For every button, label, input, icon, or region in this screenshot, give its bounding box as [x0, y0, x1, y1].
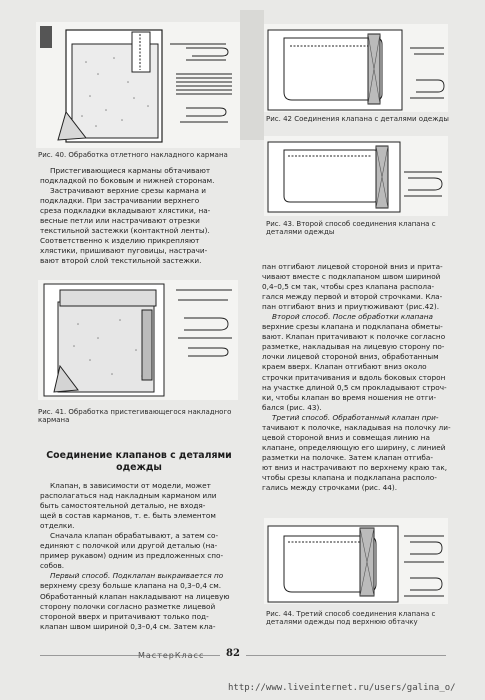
text-line: Второй способ. После обработки клапана	[272, 312, 433, 322]
figure-44-caption	[266, 610, 435, 626]
text-line: Обработанный клапан накладывают на лицевую	[40, 591, 230, 601]
text-line: лочки лицевой стороной вниз, обработанным	[262, 352, 439, 362]
magazine-name: МастерКласс	[138, 651, 205, 660]
flap-third-method-diagram-icon	[264, 518, 448, 604]
text-line: верхнему срезу больше клапана на 0,3–0,4 см.	[40, 581, 222, 591]
text-line: ют вниз и настрачивают по верхнему краю так,	[262, 462, 448, 472]
heading-line: Соединение клапанов с деталями	[46, 450, 232, 461]
text-line: пан отгибают вниз и приутюживают (рис.42).	[262, 302, 440, 312]
text-line: клапан швом шириной 0,3–0,4 см. Затем кла-	[40, 621, 216, 631]
text-line: пан отгибают лицевой стороной вниз и прита-	[262, 262, 443, 271]
text-line: гались между строчками (рис. 44).	[262, 483, 398, 493]
figure-41-caption-line: Рис. 41. Обработка пристегивающегося накладного	[38, 408, 232, 416]
text-line: Первый способ. Подклапан выкраивается по	[50, 571, 224, 581]
figure-41-caption	[38, 408, 231, 424]
text-line: разметки на полочке. Затем клапан отгиба-	[262, 452, 433, 462]
text-line: хлястики, пришивают пуговицы, настрачи-	[40, 246, 208, 256]
paragraph-pocket-lining	[40, 166, 238, 266]
text-line: на участке длиной 0,5 см прокладывают строч-	[262, 382, 447, 392]
text-line: гался между первой и второй строчками. Кла-	[262, 292, 443, 302]
bleed-through-shadow	[240, 10, 264, 140]
figure-42-illustration	[264, 24, 448, 112]
text-line: цевой стороной вниз и совмещая линию на	[262, 432, 430, 442]
paragraph-flap-methods	[40, 481, 238, 632]
text-line: бался (рис. 43).	[262, 402, 322, 412]
figure-43-caption	[266, 220, 436, 236]
text-line: 0,4–0,5 см так, чтобы срез клапана распола-	[262, 282, 435, 292]
text-line: среза подкладки вкладывают хлястики, на-	[40, 206, 211, 216]
figure-40-caption: Рис. 40. Обработка отлетного накладного кармана	[38, 151, 228, 159]
text-line: отделки.	[40, 521, 75, 531]
flap-second-method-diagram-icon	[264, 136, 448, 216]
text-line: краем вверх. Клапан отгибают вниз около	[262, 362, 427, 372]
detachable-pocket-diagram-icon	[38, 280, 238, 400]
figure-40-illustration	[36, 22, 240, 148]
text-line: подкладкой по боковым и нижней сторонам.	[40, 176, 215, 186]
text-line: собов.	[40, 561, 65, 571]
figure-43-caption-line: деталями одежды	[266, 228, 335, 237]
figure-44-illustration	[264, 518, 448, 604]
text-line: располагаться над накладным карманом или	[40, 491, 217, 501]
pocket-sewing-diagram-icon	[36, 22, 240, 148]
page-number: 82	[226, 648, 240, 659]
text-line: пример рукавом) одним из предложенных спо-	[40, 551, 224, 561]
text-line: щей в состав карманов, т. е. быть элементом	[40, 511, 216, 521]
figure-41-caption-line: кармана	[38, 416, 70, 425]
text-line: единяют с полочкой или другой деталью (на-	[40, 541, 218, 551]
text-line: Застрачивают верхние срезы кармана и	[50, 186, 206, 196]
text-line: Пристегивающиеся карманы обтачивают	[50, 166, 211, 175]
text-line: верхние срезы клапана и подклапана обметы-	[262, 322, 443, 332]
text-line: разметке, накладывая на лицевую сторону по-	[262, 342, 445, 352]
text-line: Третий способ. Обработанный клапан при-	[272, 412, 439, 422]
text-line: вают второй слой текстильной застежки.	[40, 256, 202, 266]
text-line: весные петли или настрачивают отрезки	[40, 216, 200, 226]
text-line: чтобы срезы клапана и подклапана располо-	[262, 472, 437, 482]
paragraph-flap-methods-continued	[262, 262, 460, 493]
text-line: тачивают к полочке, накладывая на полочку ли-	[262, 422, 451, 432]
text-line: Клапан, в зависимости от модели, может	[50, 481, 211, 490]
figure-41-illustration	[38, 280, 238, 400]
text-line: ки, чтобы клапан во время ношения не отги-	[262, 392, 437, 402]
text-line: Соответственно к изделию прикрепляют	[40, 236, 200, 246]
flap-attachment-diagram-icon	[264, 24, 448, 112]
text-line: Сначала клапан обрабатывают, а затем со-	[50, 531, 219, 541]
text-line: вают. Клапан притачивают к полочке согласно	[262, 332, 446, 342]
figure-44-caption-line: Рис. 44. Третий способ соединения клапана с	[266, 610, 436, 618]
text-line: текстильной застежки (контактной ленты).	[40, 226, 210, 236]
text-line: стороной вверх и притачивают только под-	[40, 611, 209, 621]
figure-42-caption: Рис. 42 Соединения клапана с деталями одежды	[266, 115, 449, 123]
text-line: сторону полочки согласно разметке лицевой	[40, 601, 216, 611]
section-heading	[40, 450, 238, 474]
text-line: чивают вместе с подклапаном швом шириной	[262, 272, 441, 282]
figure-43-illustration	[264, 136, 448, 216]
text-line: подкладки. При застрачивании верхнего	[40, 196, 200, 206]
text-line: строчки притачивания и вдоль боковых сторон	[262, 372, 446, 382]
heading-line: одежды	[116, 462, 162, 473]
text-line: клапане, определяющую его ширину, с линией	[262, 442, 446, 452]
figure-44-caption-line: деталями одежды под верхнюю обтачку	[266, 618, 418, 627]
watermark-url: http://www.liveinternet.ru/users/galina_o/	[228, 683, 456, 693]
text-line: быть самостоятельной деталью, не входя-	[40, 501, 206, 511]
figure-43-caption-line: Рис. 43. Второй способ соединения клапана с	[266, 220, 436, 228]
footer-rule	[246, 655, 446, 656]
